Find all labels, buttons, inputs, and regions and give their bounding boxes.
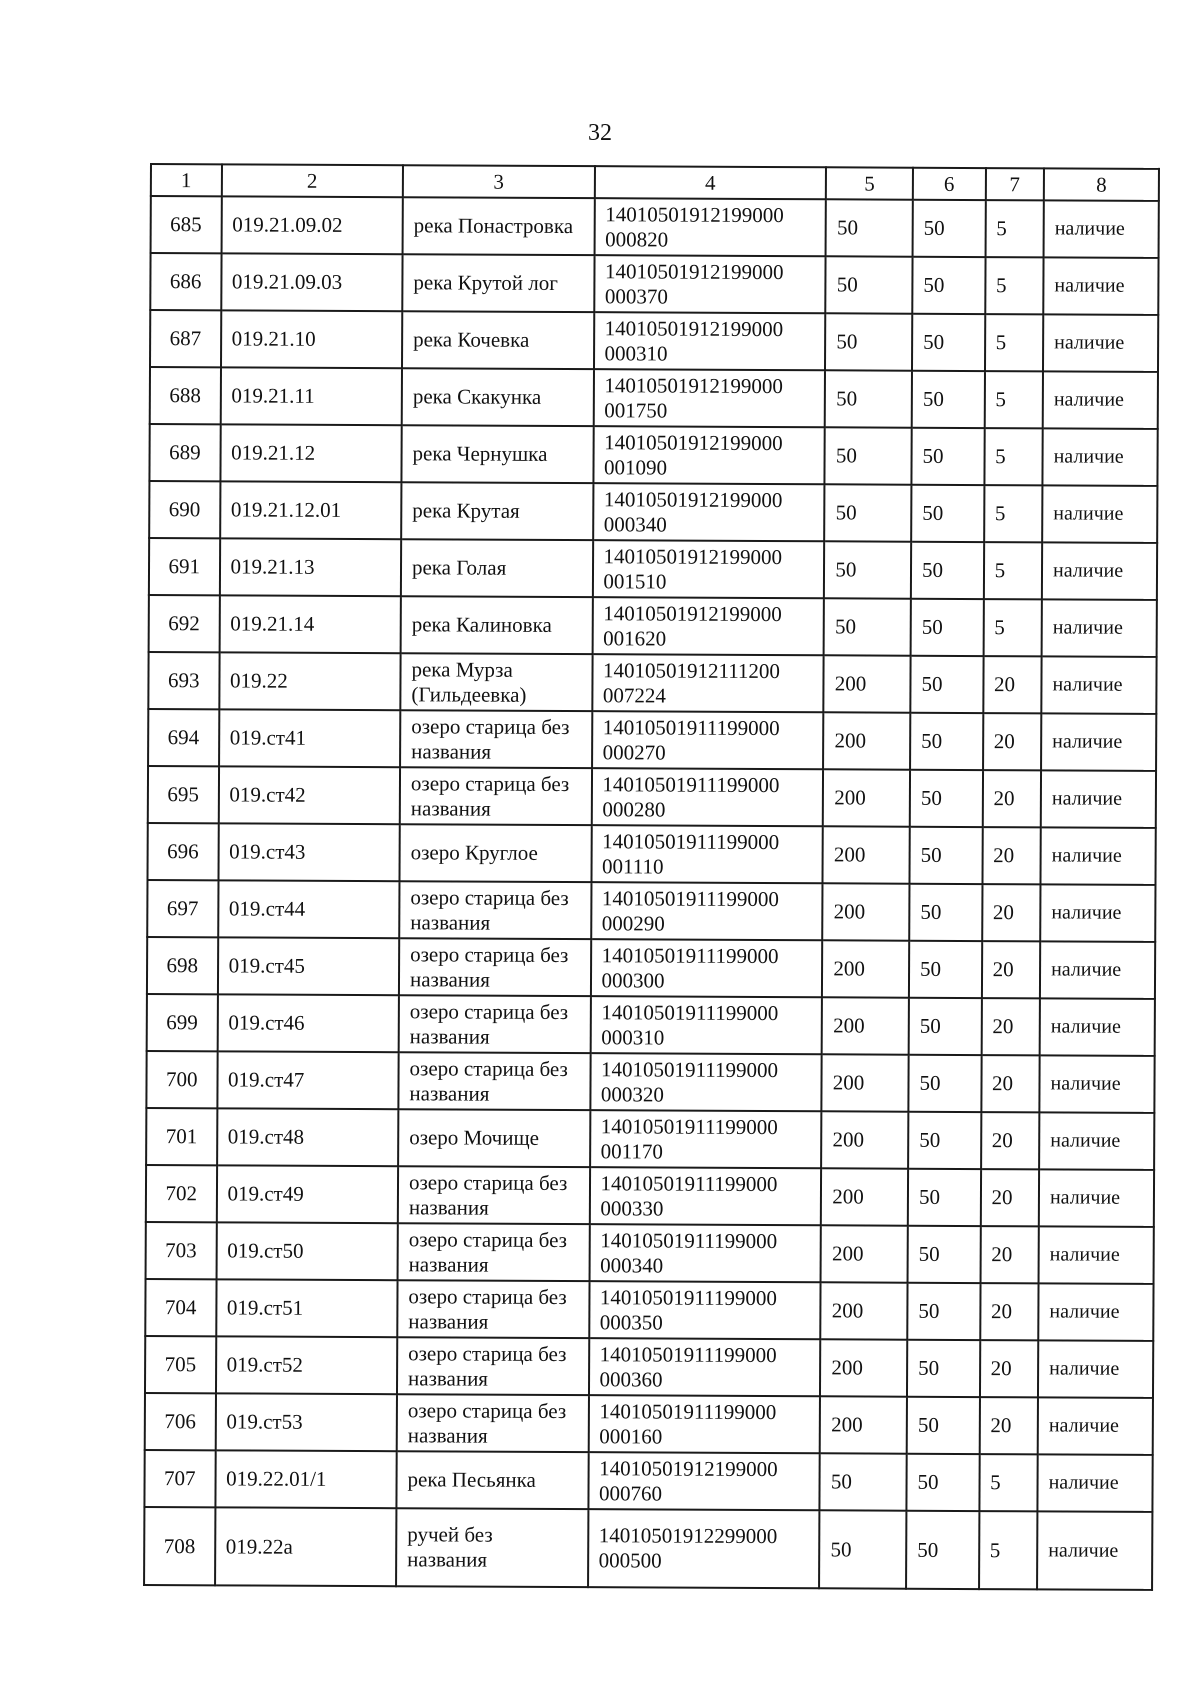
registry-id-part1: 14010501911199000 — [599, 1398, 777, 1424]
column-header: 5 — [826, 167, 913, 199]
object-name-cell: река Крутая — [401, 482, 593, 540]
object-name-cell: река Кочевка — [402, 311, 594, 369]
registry-id-cell — [590, 996, 822, 1054]
column-7-cell: 20 — [982, 884, 1041, 941]
registry-id-part2: 001090 — [603, 454, 668, 480]
status-cell: наличие — [1042, 542, 1157, 600]
registry-id-part1: 14010501912299000 — [598, 1523, 778, 1549]
row-number-cell: 685 — [151, 196, 222, 253]
registry-id-part2: 000760 — [598, 1480, 663, 1506]
registry-id-cell — [592, 597, 824, 655]
column-5-cell: 200 — [821, 1168, 908, 1225]
column-6-cell: 50 — [910, 656, 983, 713]
table-row — [147, 880, 1155, 942]
table-header-row — [151, 164, 1159, 201]
column-6-cell: 50 — [913, 200, 986, 257]
object-name-cell: озеро старица без названия — [397, 1280, 589, 1338]
column-5-cell: 50 — [825, 427, 912, 484]
registry-id-part1: 14010501912199000 — [604, 372, 783, 398]
object-code-cell: 019.22.01/1 — [215, 1450, 397, 1508]
table-row — [146, 1165, 1154, 1227]
column-5-cell: 200 — [824, 655, 911, 712]
water-objects-table — [143, 163, 1160, 1591]
object-code-cell: 019.ст53 — [215, 1393, 397, 1451]
table-row — [144, 1450, 1152, 1512]
column-6-cell: 50 — [908, 1169, 981, 1226]
row-number-cell: 705 — [145, 1336, 216, 1393]
registry-id-part1: 14010501911199000 — [601, 1056, 779, 1082]
registry-id-part1: 14010501912199000 — [605, 201, 784, 227]
object-code-cell: 019.21.14 — [219, 595, 401, 653]
column-6-cell: 50 — [911, 599, 984, 656]
column-7-cell: 5 — [984, 371, 1043, 428]
object-name-cell: река Калиновка — [401, 596, 593, 654]
object-code-cell: 019.21.09.03 — [221, 253, 403, 311]
column-5-cell: 200 — [823, 712, 910, 769]
registry-id-cell — [592, 540, 824, 598]
row-number-cell: 701 — [146, 1108, 217, 1165]
registry-id-part1: 14010501911199000 — [602, 714, 780, 740]
table-row — [149, 424, 1157, 486]
column-7-cell: 20 — [982, 941, 1041, 998]
status-cell: наличие — [1038, 1340, 1153, 1398]
registry-id-cell — [593, 426, 825, 484]
registry-id-part2: 000270 — [602, 739, 666, 765]
column-5-cell: 50 — [824, 541, 911, 598]
object-name-cell: озеро старица без названия — [397, 1394, 589, 1452]
column-6-cell: 50 — [912, 314, 985, 371]
row-number-cell: 690 — [149, 481, 220, 538]
status-cell: наличие — [1038, 1283, 1153, 1341]
column-7-cell: 20 — [981, 998, 1040, 1055]
column-7-cell: 5 — [983, 599, 1042, 656]
table-row — [150, 253, 1158, 315]
column-6-cell: 50 — [909, 941, 982, 998]
column-5-cell: 50 — [825, 370, 912, 427]
object-code-cell: 019.ст43 — [218, 823, 400, 881]
registry-id-part2: 001750 — [604, 397, 668, 423]
column-5-cell: 50 — [826, 199, 913, 256]
column-6-cell: 50 — [910, 827, 983, 884]
registry-id-cell — [588, 1338, 820, 1396]
table-row — [145, 1279, 1153, 1341]
column-header: 7 — [985, 168, 1044, 200]
table-row — [145, 1336, 1153, 1398]
object-code-cell: 019.21.12 — [220, 424, 402, 482]
row-number-cell: 688 — [150, 367, 221, 424]
registry-id-part1: 14010501912111200 — [602, 657, 781, 683]
column-6-cell: 50 — [906, 1511, 979, 1589]
object-name-cell: озеро старица без названия — [398, 1052, 590, 1110]
row-number-cell: 700 — [146, 1051, 217, 1108]
table-row — [148, 709, 1156, 771]
status-cell: наличие — [1044, 200, 1159, 258]
status-cell: наличие — [1042, 428, 1157, 486]
column-7-cell: 5 — [984, 485, 1043, 542]
table-row — [149, 481, 1157, 543]
row-number-cell: 691 — [149, 538, 220, 595]
object-name-cell: озеро старица без названия — [399, 995, 591, 1053]
status-cell: наличие — [1042, 599, 1157, 657]
registry-id-part1: 14010501911199000 — [599, 1341, 777, 1367]
object-name-cell: озеро старица без названия — [398, 1223, 590, 1281]
column-6-cell: 50 — [911, 542, 984, 599]
object-code-cell: 019.21.11 — [220, 367, 402, 425]
object-name-cell: река Мурза (Гильдеевка) — [400, 653, 592, 711]
registry-id-part1: 14010501912199000 — [604, 258, 784, 284]
status-cell: наличие — [1041, 656, 1156, 714]
object-name-cell: озеро старица без названия — [400, 767, 592, 825]
status-cell: наличие — [1040, 998, 1155, 1056]
object-code-cell: 019.ст52 — [216, 1336, 398, 1394]
column-7-cell: 20 — [980, 1283, 1039, 1340]
registry-id-cell — [593, 312, 825, 370]
status-cell: наличие — [1039, 1055, 1154, 1113]
registry-id-cell — [593, 369, 825, 427]
status-cell: наличие — [1043, 257, 1158, 315]
column-6-cell: 50 — [908, 1055, 981, 1112]
registry-id-part1: 14010501911199000 — [601, 999, 779, 1025]
table-row — [146, 1222, 1154, 1284]
column-5-cell: 200 — [822, 940, 909, 997]
column-header: 4 — [594, 166, 826, 199]
registry-id-cell — [591, 768, 823, 826]
row-number-cell: 687 — [150, 310, 221, 367]
row-number-cell: 689 — [149, 424, 220, 481]
column-5-cell: 200 — [820, 1396, 907, 1453]
registry-id-part1: 14010501911199000 — [601, 942, 779, 968]
table-row — [150, 367, 1158, 429]
object-name-cell: озеро Круглое — [399, 824, 591, 882]
row-number-cell: 704 — [145, 1279, 216, 1336]
row-number-cell: 694 — [148, 709, 219, 766]
registry-id-part1: 14010501911199000 — [600, 1113, 778, 1139]
status-cell: наличие — [1039, 1112, 1154, 1170]
registry-id-cell — [588, 1395, 820, 1453]
registry-id-part2: 000340 — [603, 511, 667, 537]
object-code-cell: 019.ст46 — [217, 994, 399, 1052]
registry-id-cell — [591, 882, 823, 940]
column-5-cell: 200 — [821, 1282, 908, 1339]
row-number-cell: 692 — [149, 595, 220, 652]
status-cell: наличие — [1038, 1397, 1153, 1455]
registry-id-part2: 000350 — [599, 1309, 663, 1335]
registry-id-part1: 14010501912199000 — [599, 1455, 778, 1481]
registry-id-part2: 000340 — [600, 1252, 664, 1278]
registry-id-cell — [592, 654, 824, 712]
row-number-cell: 693 — [148, 652, 219, 709]
status-cell: наличие — [1039, 1226, 1154, 1284]
row-number-cell: 695 — [148, 766, 219, 823]
table-row — [147, 937, 1155, 999]
registry-id-cell — [589, 1281, 821, 1339]
registry-id-part2: 000300 — [601, 967, 665, 993]
column-6-cell: 50 — [911, 485, 984, 542]
table-row — [147, 823, 1155, 885]
column-7-cell: 5 — [984, 428, 1043, 485]
column-6-cell: 50 — [907, 1340, 980, 1397]
column-header: 1 — [151, 164, 222, 196]
column-5-cell: 200 — [820, 1339, 907, 1396]
registry-id-part1: 14010501912199000 — [603, 486, 783, 512]
column-5-cell: 200 — [821, 1225, 908, 1282]
column-7-cell: 20 — [983, 656, 1042, 713]
object-name-cell: озеро Мочище — [398, 1109, 590, 1167]
column-7-cell: 20 — [980, 1169, 1039, 1226]
registry-id-part1: 14010501912199000 — [604, 315, 784, 341]
status-cell: наличие — [1043, 371, 1158, 429]
object-name-cell: река Голая — [401, 539, 593, 597]
registry-id-cell — [588, 1452, 820, 1510]
object-name-cell: ручей без названия — [396, 1508, 588, 1587]
column-6-cell: 50 — [912, 257, 985, 314]
object-code-cell: 019.ст47 — [217, 1051, 399, 1109]
status-cell: наличие — [1040, 941, 1155, 999]
table-row — [148, 652, 1156, 714]
column-7-cell: 20 — [981, 1055, 1040, 1112]
column-5-cell: 200 — [823, 883, 910, 940]
column-5-cell: 50 — [824, 598, 911, 655]
row-number-cell: 696 — [147, 823, 218, 880]
table-row — [150, 310, 1158, 372]
column-header: 2 — [221, 164, 403, 197]
object-code-cell: 019.21.09.02 — [221, 196, 403, 254]
object-code-cell: 019.ст45 — [217, 937, 399, 995]
column-5-cell: 50 — [820, 1453, 907, 1510]
column-6-cell: 50 — [908, 1112, 981, 1169]
registry-id-part2: 001620 — [603, 625, 667, 651]
status-cell: наличие — [1041, 827, 1156, 885]
table-row — [149, 595, 1157, 657]
registry-id-part2: 000370 — [604, 283, 668, 309]
registry-id-part2: 000320 — [600, 1081, 665, 1107]
row-number-cell: 708 — [144, 1507, 215, 1585]
column-6-cell: 50 — [911, 428, 984, 485]
column-5-cell: 200 — [823, 826, 910, 883]
table-row — [151, 196, 1159, 258]
table-body — [144, 196, 1159, 1590]
column-7-cell: 20 — [982, 770, 1041, 827]
table-row — [145, 1393, 1153, 1455]
registry-id-cell — [588, 1509, 820, 1588]
object-name-cell: река Крутой лог — [402, 254, 594, 312]
column-5-cell: 50 — [825, 313, 912, 370]
column-7-cell: 20 — [980, 1340, 1039, 1397]
registry-id-part1: 14010501911199000 — [599, 1284, 777, 1310]
object-name-cell: озеро старица без названия — [398, 1166, 590, 1224]
table-row — [146, 1051, 1154, 1113]
registry-id-cell — [590, 1110, 822, 1168]
registry-id-cell — [592, 711, 824, 769]
registry-id-part2: 001170 — [600, 1138, 663, 1164]
status-cell: наличие — [1040, 884, 1155, 942]
object-code-cell: 019.ст49 — [216, 1165, 398, 1223]
object-code-cell: 019.22а — [215, 1507, 397, 1586]
column-6-cell: 50 — [909, 998, 982, 1055]
registry-id-cell — [593, 483, 825, 541]
column-7-cell: 20 — [980, 1226, 1039, 1283]
table-row — [149, 538, 1157, 600]
object-code-cell: 019.ст50 — [216, 1222, 398, 1280]
registry-id-cell — [590, 939, 822, 997]
table-row — [146, 1108, 1154, 1170]
column-6-cell: 50 — [907, 1397, 980, 1454]
object-name-cell: озеро старица без названия — [399, 938, 591, 996]
row-number-cell: 686 — [150, 253, 221, 310]
column-5-cell: 200 — [822, 997, 909, 1054]
registry-id-part2: 000290 — [601, 910, 665, 936]
object-code-cell: 019.22 — [219, 652, 401, 710]
column-5-cell: 50 — [819, 1510, 906, 1588]
registry-id-cell — [591, 825, 823, 883]
row-number-cell: 697 — [147, 880, 218, 937]
registry-id-part2: 000310 — [604, 340, 668, 366]
registry-id-part1: 14010501911199000 — [601, 885, 779, 911]
status-cell: наличие — [1041, 770, 1156, 828]
object-name-cell: озеро старица без названия — [397, 1337, 589, 1395]
page-number: 32 — [588, 120, 612, 146]
column-7-cell: 5 — [985, 314, 1044, 371]
object-code-cell: 019.ст48 — [217, 1108, 399, 1166]
registry-id-part1: 14010501912199000 — [603, 543, 783, 569]
status-cell: наличие — [1039, 1169, 1154, 1227]
column-7-cell: 5 — [985, 257, 1044, 314]
row-number-cell: 702 — [146, 1165, 217, 1222]
registry-id-part1: 14010501911199000 — [602, 828, 780, 854]
registry-id-cell — [594, 255, 826, 313]
object-code-cell: 019.ст42 — [218, 766, 400, 824]
object-code-cell: 019.21.13 — [219, 538, 401, 596]
object-code-cell: 019.ст51 — [216, 1279, 398, 1337]
registry-id-part2: 001110 — [602, 853, 664, 879]
column-6-cell: 50 — [910, 770, 983, 827]
registry-id-part2: 000160 — [599, 1423, 663, 1449]
registry-id-part1: 14010501911199000 — [602, 771, 780, 797]
column-6-cell: 50 — [910, 713, 983, 770]
column-5-cell: 200 — [822, 1054, 909, 1111]
object-name-cell: река Песьянка — [396, 1451, 588, 1509]
column-5-cell: 50 — [826, 256, 913, 313]
column-7-cell: 5 — [979, 1454, 1038, 1511]
status-cell: наличие — [1037, 1454, 1152, 1512]
column-6-cell: 50 — [907, 1283, 980, 1340]
registry-id-part2: 007224 — [602, 682, 666, 708]
column-5-cell: 50 — [824, 484, 911, 541]
column-7-cell: 20 — [983, 713, 1042, 770]
registry-id-part2: 001510 — [603, 568, 667, 594]
object-name-cell: озеро старица без названия — [400, 710, 592, 768]
column-header: 3 — [403, 165, 595, 198]
registry-id-part2: 000820 — [605, 226, 669, 252]
column-7-cell: 20 — [981, 1112, 1040, 1169]
object-name-cell: река Скакунка — [402, 368, 594, 426]
row-number-cell: 698 — [147, 937, 218, 994]
object-name-cell: река Чернушка — [401, 425, 593, 483]
status-cell: наличие — [1043, 314, 1158, 372]
object-code-cell: 019.ст41 — [219, 709, 401, 767]
column-7-cell: 5 — [979, 1511, 1038, 1589]
column-7-cell: 5 — [983, 542, 1042, 599]
registry-id-cell — [594, 198, 826, 256]
registry-id-part2: 000500 — [598, 1548, 662, 1573]
registry-id-cell — [589, 1167, 821, 1225]
column-6-cell: 50 — [906, 1454, 979, 1511]
registry-id-part1: 14010501912199000 — [603, 600, 782, 626]
registry-id-part2: 000310 — [601, 1024, 665, 1050]
status-cell: наличие — [1042, 485, 1157, 543]
column-5-cell: 200 — [823, 769, 910, 826]
registry-id-part1: 14010501911199000 — [600, 1227, 778, 1253]
object-name-cell: река Понастровка — [403, 197, 595, 255]
row-number-cell: 703 — [146, 1222, 217, 1279]
registry-id-part1: 14010501911199000 — [600, 1170, 778, 1196]
registry-id-part2: 000280 — [602, 796, 666, 822]
status-cell: наличие — [1041, 713, 1156, 771]
column-header: 6 — [913, 168, 986, 200]
column-7-cell: 20 — [979, 1397, 1038, 1454]
column-6-cell: 50 — [909, 884, 982, 941]
column-5-cell: 200 — [821, 1111, 908, 1168]
column-header: 8 — [1044, 168, 1159, 201]
status-cell: наличие — [1037, 1511, 1152, 1590]
column-7-cell: 20 — [982, 827, 1041, 884]
column-6-cell: 50 — [908, 1226, 981, 1283]
registry-id-part2: 000330 — [600, 1195, 664, 1221]
object-code-cell: 019.21.10 — [221, 310, 403, 368]
table-row — [144, 1507, 1152, 1590]
column-7-cell: 5 — [985, 200, 1044, 257]
registry-id-cell — [590, 1053, 822, 1111]
registry-id-part1: 14010501912199000 — [604, 429, 783, 455]
registry-id-cell — [589, 1224, 821, 1282]
object-code-cell: 019.ст44 — [218, 880, 400, 938]
registry-id-part2: 000360 — [599, 1366, 663, 1392]
object-code-cell: 019.21.12.01 — [220, 481, 402, 539]
column-6-cell: 50 — [912, 371, 985, 428]
row-number-cell: 699 — [147, 994, 218, 1051]
row-number-cell: 706 — [145, 1393, 216, 1450]
object-name-cell: озеро старица без названия — [399, 881, 591, 939]
table-row — [148, 766, 1156, 828]
row-number-cell: 707 — [144, 1450, 215, 1507]
table-row — [147, 994, 1155, 1056]
